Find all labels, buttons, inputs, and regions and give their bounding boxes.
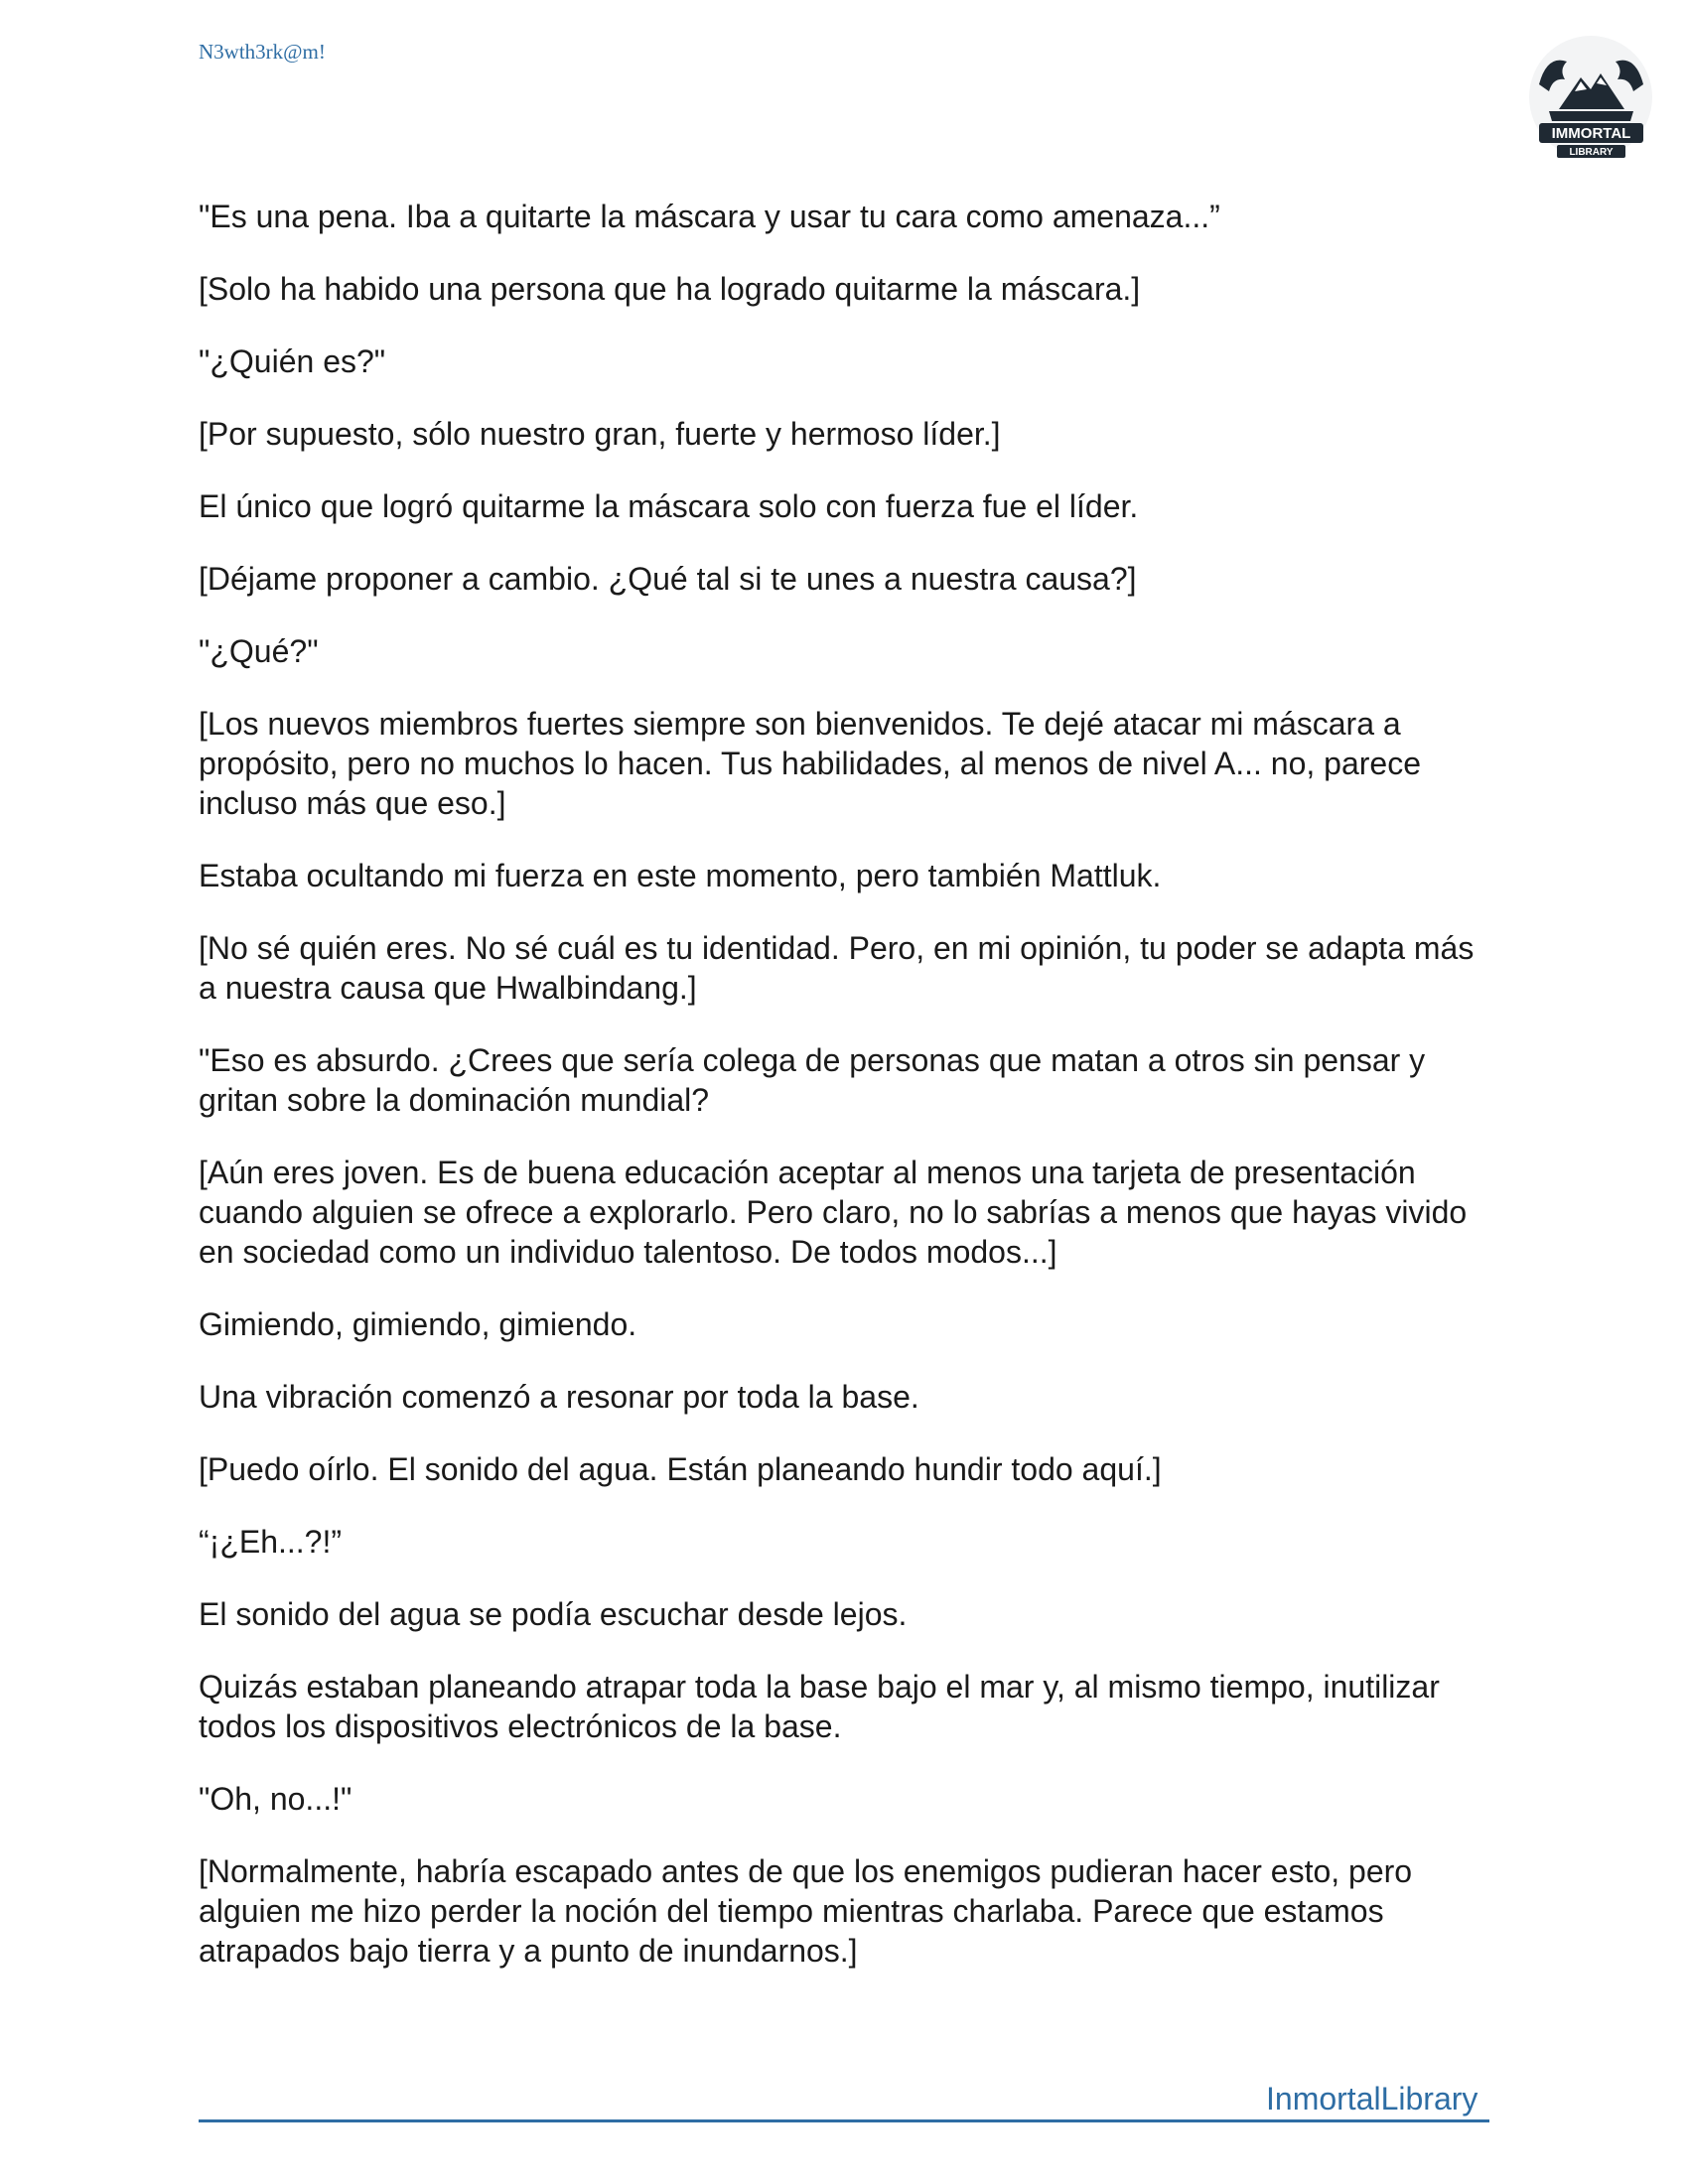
paragraph: [Los nuevos miembros fuertes siempre son bienvenidos. Te dejé atacar mi máscara a propósito, pero no muchos lo hacen. Tus habilidades, al menos de nivel A... no, parece incluso más que eso.] (199, 706, 1421, 821)
immortal-library-logo (1519, 30, 1663, 174)
paragraph: [Aún eres joven. Es de buena educación aceptar al menos una tarjeta de presentación cuando alguien se ofrece a explorarlo. Pero claro, no lo sabrías a menos que hayas vivido en sociedad como un individuo talentoso. De todos modos...] (199, 1155, 1468, 1270)
paragraph: "Es una pena. Iba a quitarte la máscara y usar tu cara como amenaza...” (199, 199, 1220, 234)
paragraph: Una vibración comenzó a resonar por toda la base. (199, 1379, 919, 1415)
paragraph: [No sé quién eres. No sé cuál es tu identidad. Pero, en mi opinión, tu poder se adapta más a nuestra causa que Hwalbindang.] (199, 930, 1475, 1006)
document-body (199, 197, 1489, 2003)
paragraph: Gimiendo, gimiendo, gimiendo. (199, 1306, 637, 1342)
paragraph: [Puedo oírlo. El sonido del agua. Están planeando hundir todo aquí.] (199, 1451, 1162, 1487)
paragraph: “¡¿Eh...?!” (199, 1524, 343, 1560)
footer-divider (199, 2119, 1489, 2122)
paragraph: "Oh, no...!" (199, 1781, 352, 1817)
paragraph: [Solo ha habido una persona que ha logrado quitarme la máscara.] (199, 271, 1141, 307)
logo-text-top: IMMORTAL (1551, 125, 1631, 142)
logo-text-bottom: LIBRARY (1569, 147, 1614, 158)
paragraph: [Normalmente, habría escapado antes de que los enemigos pudieran hacer esto, pero alguien me hizo perder la noción del tiempo mientras charlaba. Parece que estamos atrapados bajo tierra y a punto de inundarnos.] (199, 1853, 1413, 1969)
paragraph: "¿Quién es?" (199, 343, 386, 379)
footer-library-link[interactable]: InmortalLibrary (1266, 2081, 1478, 2116)
paragraph: [Déjame proponer a cambio. ¿Qué tal si te unes a nuestra causa?] (199, 561, 1137, 597)
paragraph: Estaba ocultando mi fuerza en este momento, pero también Mattluk. (199, 858, 1162, 893)
paragraph: Quizás estaban planeando atrapar toda la base bajo el mar y, al mismo tiempo, inutilizar todos los dispositivos electrónicos de la base. (199, 1669, 1440, 1744)
header-credit: N3wth3rk@m! (199, 40, 326, 64)
paragraph: El sonido del agua se podía escuchar desde lejos. (199, 1596, 908, 1632)
paragraph: "¿Qué?" (199, 633, 319, 669)
paragraph: "Eso es absurdo. ¿Crees que sería colega de personas que matan a otros sin pensar y gritan sobre la dominación mundial? (199, 1042, 1426, 1118)
paragraph: [Por supuesto, sólo nuestro gran, fuerte y hermoso líder.] (199, 416, 1001, 452)
paragraph: El único que logró quitarme la máscara solo con fuerza fue el líder. (199, 488, 1139, 524)
